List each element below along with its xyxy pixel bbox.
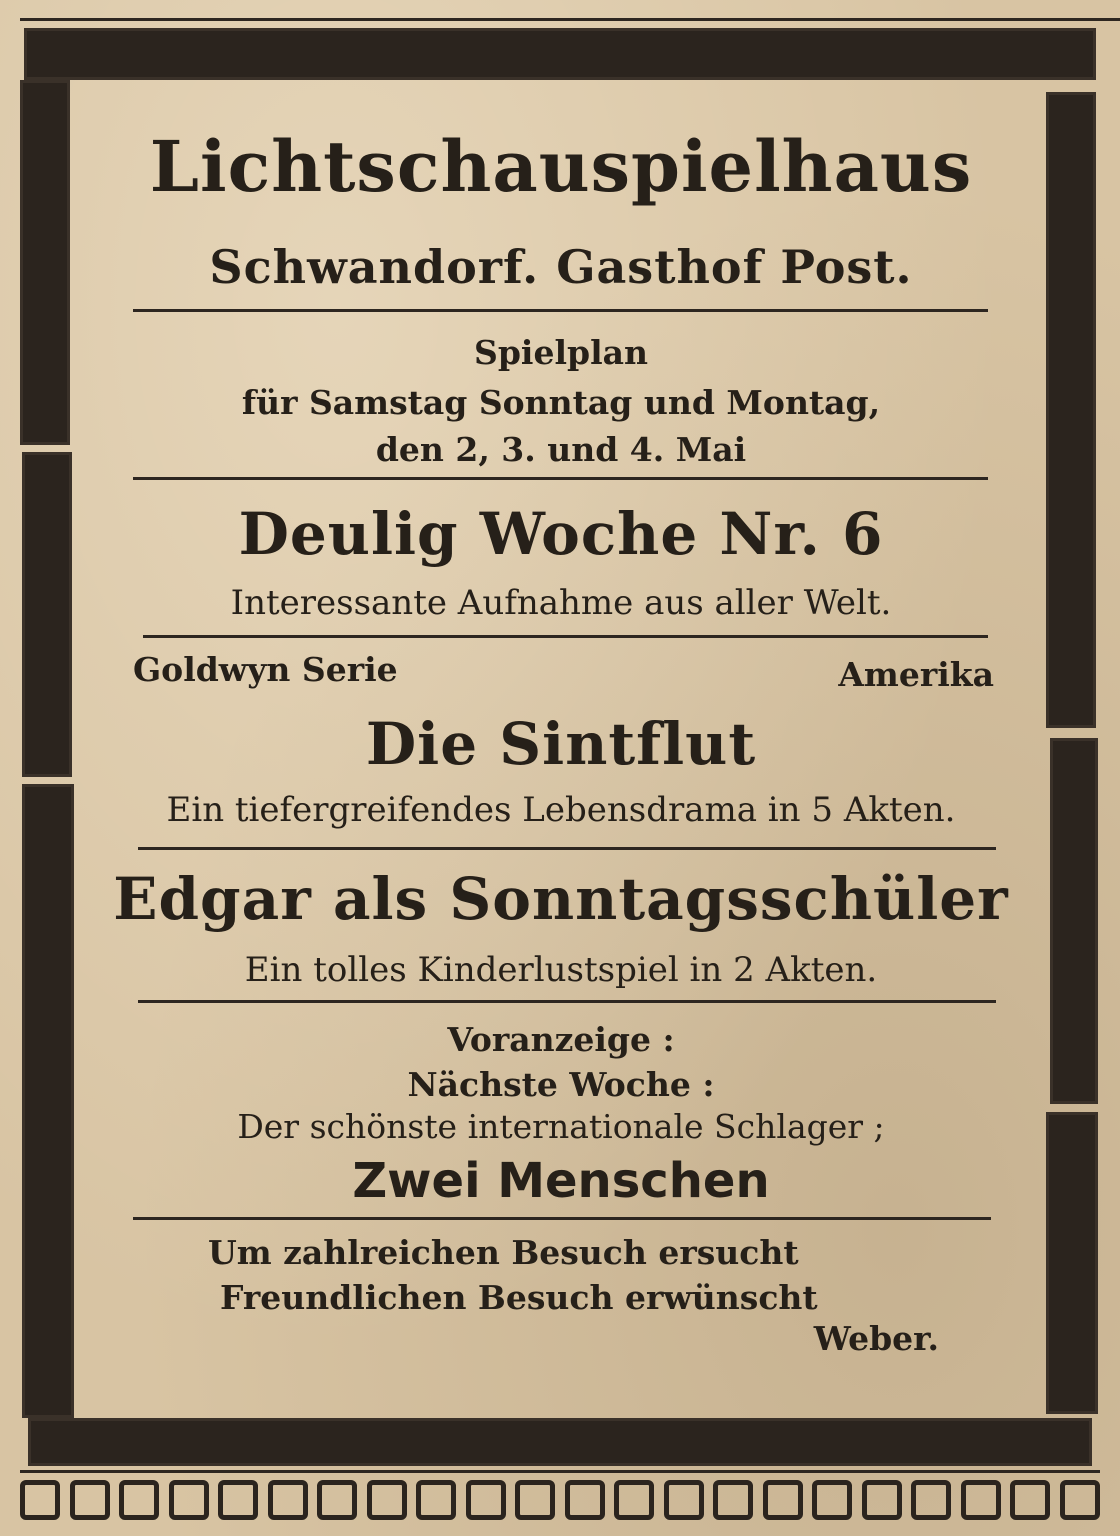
preview-blurb: Der schönste internationale Schlager ; [237, 1107, 885, 1146]
top-rule [20, 18, 1120, 21]
film2-series: Goldwyn Serie [133, 650, 398, 689]
frame-top [24, 28, 1096, 80]
film3-title: Edgar als Sonntagsschüler [113, 865, 1009, 933]
border-box-ornament [812, 1480, 852, 1520]
border-box-ornament [169, 1480, 209, 1520]
border-box-ornament [218, 1480, 258, 1520]
border-box-ornament [119, 1480, 159, 1520]
frame-right-lower [1046, 1112, 1098, 1414]
border-box-ornament [664, 1480, 704, 1520]
border-box-ornament [268, 1480, 308, 1520]
film2-description: Ein tiefergreifendes Lebensdrama in 5 Akten. [166, 790, 956, 830]
advertisement [78, 95, 1044, 1415]
bottom-rule [20, 1470, 1100, 1473]
border-box-ornament [713, 1480, 753, 1520]
preview-heading: Voranzeige : [447, 1020, 675, 1059]
film2-title: Die Sintflut [365, 710, 757, 778]
divider-6 [133, 1217, 991, 1220]
frame-left-upper [20, 80, 70, 445]
frame-left-lower [22, 784, 74, 1418]
film2-origin: Amerika [838, 655, 994, 694]
divider-5 [138, 1000, 996, 1003]
frame-left-middle [22, 452, 72, 777]
divider-2 [133, 477, 988, 480]
border-box-ornament [961, 1480, 1001, 1520]
border-box-ornament [367, 1480, 407, 1520]
frame-right-upper [1046, 92, 1096, 728]
border-box-ornament [20, 1480, 60, 1520]
divider-3 [143, 635, 988, 638]
border-box-ornament [515, 1480, 555, 1520]
schedule-dates: den 2, 3. und 4. Mai [375, 430, 747, 469]
closing-line-1: Um zahlreichen Besuch ersucht [208, 1233, 799, 1272]
preview-week: Nächste Woche : [407, 1065, 715, 1104]
border-box-ornament [862, 1480, 902, 1520]
frame-bottom [28, 1418, 1092, 1466]
border-box-ornament [614, 1480, 654, 1520]
cinema-title: Lichtschauspielhaus [149, 125, 973, 208]
border-box-ornament [1060, 1480, 1100, 1520]
preview-title: Zwei Menschen [352, 1153, 770, 1209]
border-box-ornament [416, 1480, 456, 1520]
border-box-ornament [317, 1480, 357, 1520]
schedule-heading: Spielplan [474, 333, 648, 372]
divider-1 [133, 309, 988, 312]
divider-4 [138, 847, 996, 850]
film3-description: Ein tolles Kinderlustspiel in 2 Akten. [244, 950, 878, 990]
cinema-location: Schwandorf. Gasthof Post. [209, 240, 913, 294]
decorative-box-border [20, 1480, 1100, 1528]
border-box-ornament [1010, 1480, 1050, 1520]
schedule-days: für Samstag Sonntag und Montag, [241, 383, 881, 422]
film1-description: Interessante Aufnahme aus aller Welt. [230, 583, 892, 623]
border-box-ornament [70, 1480, 110, 1520]
frame-right-middle [1050, 738, 1098, 1104]
border-box-ornament [466, 1480, 506, 1520]
border-box-ornament [565, 1480, 605, 1520]
border-box-ornament [763, 1480, 803, 1520]
film1-title: Deulig Woche Nr. 6 [238, 500, 884, 568]
signature: Weber. [813, 1319, 939, 1358]
border-box-ornament [911, 1480, 951, 1520]
closing-line-2: Freundlichen Besuch erwünscht [220, 1278, 818, 1317]
